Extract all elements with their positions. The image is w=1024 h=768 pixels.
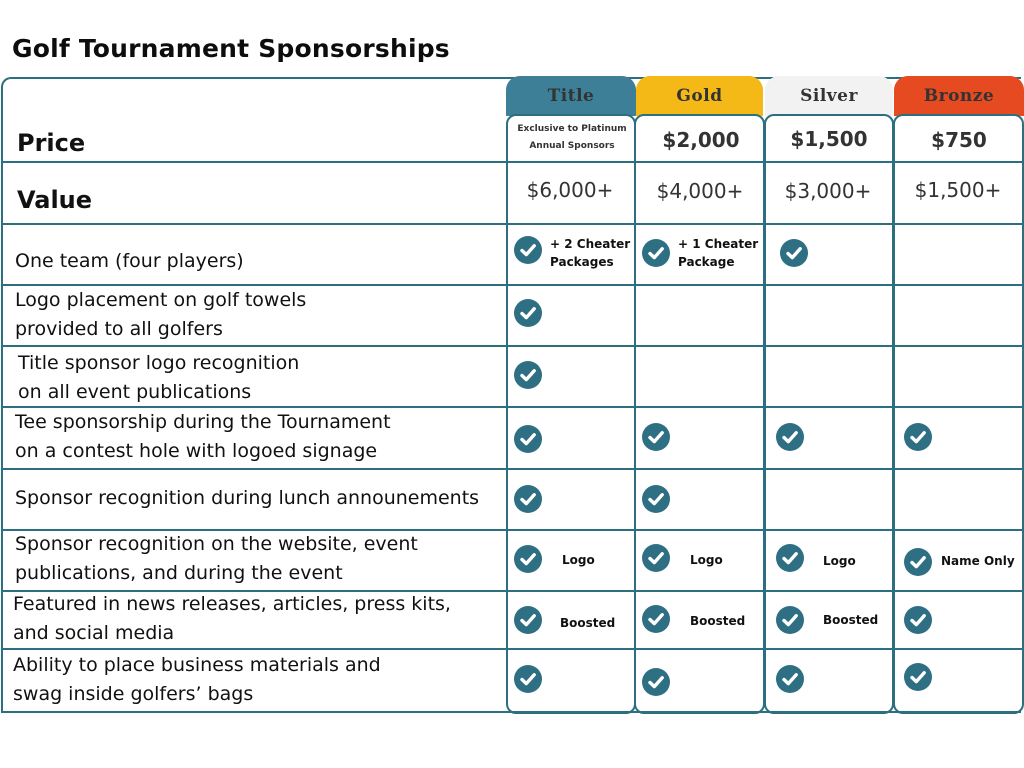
- row-divider: [1, 223, 1024, 225]
- row-label: Logo placement on golf towels provided to all golfers: [15, 289, 307, 340]
- row-label: Featured in news releases, articles, press kits, and social media: [13, 593, 451, 644]
- check-circle-icon: [514, 545, 542, 573]
- check-circle-icon: [642, 605, 670, 633]
- cell-note: Logo: [690, 553, 723, 567]
- check-circle-icon: [514, 606, 542, 634]
- cell-note: Name Only: [941, 554, 1015, 568]
- cell-note: Boosted: [690, 614, 746, 628]
- row-label: Tee sponsorship during the Tournament on a contest hole with logoed signage: [15, 411, 391, 462]
- cell-note: Logo: [562, 553, 595, 567]
- check-circle-icon: [776, 606, 804, 634]
- check-circle-icon: [514, 361, 542, 389]
- check-circle-icon: [514, 425, 542, 453]
- price-silver: $1,500: [790, 127, 868, 151]
- price-bronze: $750: [931, 128, 987, 152]
- row-divider: [1, 161, 1024, 163]
- row-label: One team (four players): [15, 250, 244, 272]
- cell-note: + 1 Cheater Package: [678, 237, 759, 269]
- value-gold: $4,000+: [656, 179, 744, 203]
- check-circle-icon: [904, 423, 932, 451]
- title-price-note: [510, 121, 634, 155]
- check-circle-icon: [514, 665, 542, 693]
- price-label: Price: [17, 129, 86, 157]
- check-circle-icon: [642, 668, 670, 696]
- check-circle-icon: [776, 423, 804, 451]
- row-label: Title sponsor logo recognition on all event publications: [18, 352, 300, 403]
- row-divider: [1, 345, 1024, 347]
- cell-note: Logo: [823, 554, 856, 568]
- title-price-note-line: Annual Sponsors: [529, 141, 615, 151]
- row-label: Sponsor recognition during lunch announements: [15, 487, 480, 509]
- value-silver: $3,000+: [784, 179, 872, 203]
- check-circle-icon: [514, 485, 542, 513]
- tier-header-title: Title: [506, 76, 636, 116]
- check-circle-icon: [904, 606, 932, 634]
- check-circle-icon: [514, 299, 542, 327]
- check-circle-icon: [776, 544, 804, 572]
- price-gold: $2,000: [662, 128, 740, 152]
- row-divider: [1, 648, 1024, 650]
- cell-note: Boosted: [823, 613, 879, 627]
- value-label: Value: [17, 186, 93, 214]
- check-circle-icon: [642, 544, 670, 572]
- tier-header-bronze: Bronze: [894, 76, 1024, 116]
- check-circle-icon: [514, 236, 542, 264]
- tier-header-silver: Silver: [765, 76, 893, 116]
- cell-note: Boosted: [560, 616, 616, 630]
- check-circle-icon: [904, 663, 932, 691]
- page-title: Golf Tournament Sponsorships: [12, 34, 450, 63]
- cell-note: + 2 Cheater Packages: [550, 237, 631, 269]
- check-circle-icon: [776, 665, 804, 693]
- row-divider: [1, 468, 1024, 470]
- tier-header-gold: Gold: [636, 76, 763, 116]
- value-bronze: $1,500+: [914, 178, 1002, 202]
- check-circle-icon: [904, 548, 932, 576]
- check-circle-icon: [642, 239, 670, 267]
- row-label: Ability to place business materials and swag inside golfers’ bags: [13, 654, 381, 705]
- value-title: $6,000+: [526, 178, 614, 202]
- check-circle-icon: [780, 239, 808, 267]
- title-price-note-line: Exclusive to Platinum: [517, 124, 627, 134]
- check-circle-icon: [642, 485, 670, 513]
- row-label: Sponsor recognition on the website, event publications, and during the event: [15, 533, 418, 584]
- check-circle-icon: [642, 423, 670, 451]
